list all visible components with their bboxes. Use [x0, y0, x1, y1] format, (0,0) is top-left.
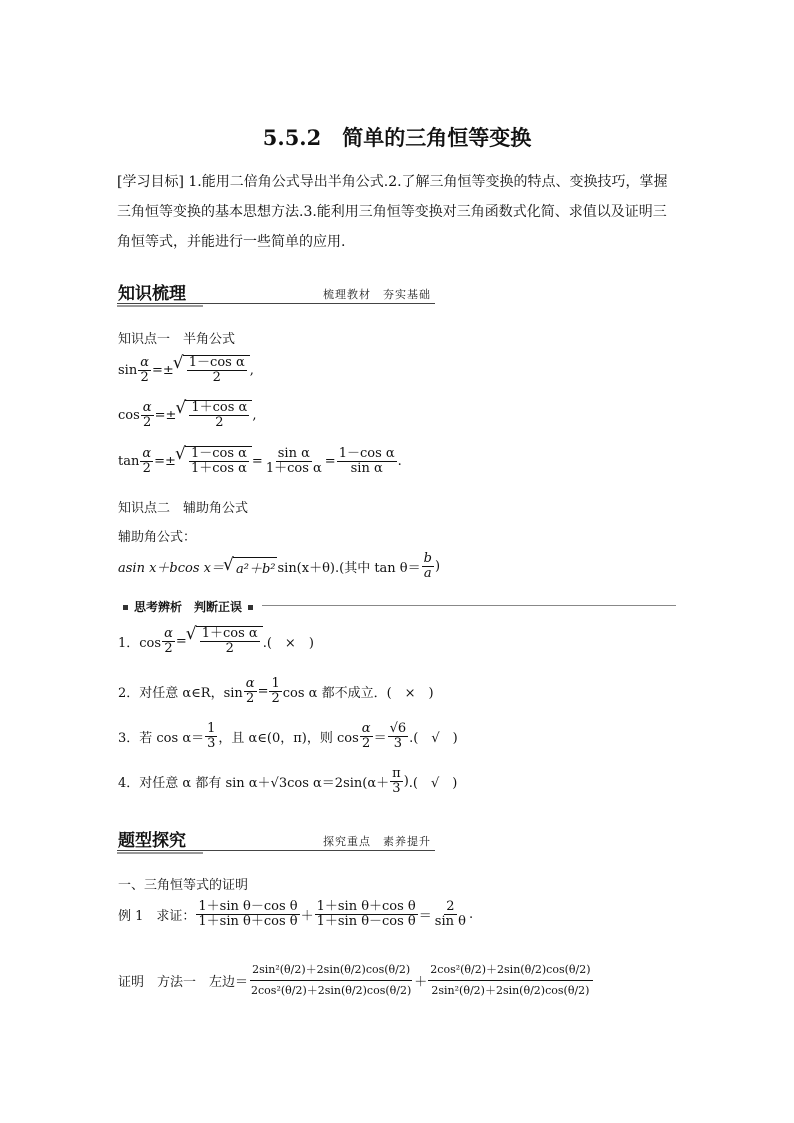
- punct: ,: [249, 362, 254, 378]
- aux-angle-label: 辅助角公式：: [118, 530, 197, 545]
- q-answer: cos α 都不成立．( × ): [282, 686, 434, 702]
- section-rule-accent: [117, 852, 203, 854]
- fraction: 2sin²(θ/2)＋2sin(θ/2)cos(θ/2) 2cos²(θ/2)＋2sin(θ/2)cos(θ/2): [249, 960, 413, 1001]
- q-text: ，且 α∈(0，π)，则 cos: [218, 731, 359, 747]
- q-text: 2．对任意 α∈R，sin: [118, 686, 243, 702]
- question-1: [118, 626, 314, 657]
- q-text: ): [403, 774, 409, 790]
- radical: √ a²＋b²: [233, 557, 278, 577]
- fn-label: sin: [118, 362, 138, 378]
- plus: ＋: [300, 909, 314, 925]
- type-heading-1: 一、三角恒等式的证明: [118, 878, 249, 893]
- think-title: 思考辨析 判断正误: [134, 600, 243, 614]
- punct: ,: [252, 407, 257, 423]
- square-bullet-icon: [248, 605, 253, 610]
- question-3: [118, 722, 458, 752]
- radical: √ $\frac{\text{1－cos α}}{2}$: [183, 355, 250, 386]
- fraction: $\frac{\alpha}{2}$: [142, 399, 152, 430]
- square-bullet-icon: [123, 605, 128, 610]
- formula-tan-half: [118, 446, 402, 477]
- fraction: $\frac{\text{sin α}}{\text{1＋cos α}}$: [265, 445, 322, 476]
- section-title-types: 题型探究: [118, 831, 186, 851]
- radical: √ $\frac{\text{1－cos α}}{\text{1＋cos α}}$: [185, 446, 252, 477]
- fraction: α 2: [361, 721, 371, 752]
- fraction: $\frac{1}{2}$: [271, 676, 280, 707]
- formula-sin-half: [118, 355, 254, 386]
- section-subtitle-knowledge: 梳理教材 夯实基础: [323, 288, 431, 301]
- punct: .: [468, 907, 474, 923]
- equals: ＝: [418, 909, 432, 925]
- radical: √ $\frac{\text{1＋cos α}}{2}$: [185, 400, 252, 431]
- fraction: 1＋sin θ＋cos θ 1＋sin θ－cos θ: [316, 899, 416, 930]
- fraction: 2 sin θ: [434, 899, 466, 930]
- aux-mid: sin(x＋θ).: [277, 561, 340, 577]
- q-answer: .( × ): [262, 635, 314, 651]
- fraction: $\frac{\alpha}{2}$: [245, 676, 255, 707]
- section-rule: [117, 303, 435, 304]
- fn-label: cos: [118, 407, 140, 423]
- section-title-knowledge: 知识梳理: [118, 284, 186, 304]
- objectives-label: [学习目标]: [117, 174, 184, 190]
- aux-lhs: asin x＋bcos x＝: [118, 561, 224, 577]
- aux-paren: (其中 tan θ＝: [339, 561, 421, 577]
- q-text: (α＋: [362, 776, 390, 792]
- think-rule: [262, 605, 676, 606]
- equals: ＝: [373, 731, 387, 747]
- section-rule-accent: [117, 305, 203, 307]
- section-subtitle-types: 探究重点 素养提升: [323, 835, 431, 848]
- fraction: $\frac{\text{1－cos α}}{\text{sin α}}$: [338, 445, 395, 476]
- equals: =±: [154, 453, 176, 469]
- example-label: 例 1 求证：: [118, 909, 196, 925]
- q-answer: .( √ ): [409, 731, 458, 747]
- q-text: 1．cos: [118, 635, 162, 651]
- equals: =±: [154, 407, 177, 423]
- fraction: π 3: [392, 766, 401, 797]
- aux-close: ): [434, 559, 441, 575]
- equals: =±: [151, 362, 174, 378]
- equals: =: [175, 633, 187, 649]
- fraction: b a: [423, 551, 432, 582]
- q-answer: .( √ ): [408, 776, 458, 792]
- fraction: $\frac{\alpha}{2}$: [140, 354, 149, 385]
- objectives-text: 1.能用二倍角公式导出半角公式.2.了解三角恒等变换的特点、变换技巧，掌握三角恒等变换的基本思想方法.3.能利用三角恒等变换对三角函数式化简、求值以及证明三角恒等式，并能进行一些简单的应用.: [117, 174, 668, 250]
- formula-aux-angle: [118, 552, 440, 582]
- equals: =: [251, 453, 263, 469]
- plus: ＋: [414, 975, 428, 991]
- fraction: $\frac{\alpha}{2}$: [164, 625, 173, 656]
- radical: √ $\frac{\text{1＋cos α}}{2}$: [196, 626, 263, 657]
- formula-cos-half: [118, 400, 256, 431]
- fraction: √6 3: [389, 721, 407, 752]
- example-1: [118, 900, 473, 930]
- learning-objectives: [117, 167, 677, 257]
- knowledge-point-2: 知识点二 辅助角公式: [118, 501, 249, 516]
- think-header: [117, 598, 259, 615]
- fn-label: tan: [118, 453, 140, 469]
- proof-label: 证明 方法一 左边＝: [118, 975, 249, 991]
- q-text: 4．对任意 α 都有 sin α＋√3cos α＝2sin: [118, 776, 363, 792]
- punct: .: [397, 453, 402, 469]
- equals: =: [257, 684, 269, 700]
- fraction: 1 3: [207, 721, 216, 752]
- question-2: [118, 677, 434, 707]
- page-title: 5.5.2 简单的三角恒等变换: [262, 125, 532, 150]
- fraction: 2cos²(θ/2)＋2sin(θ/2)cos(θ/2) 2sin²(θ/2)＋2sin(θ/2)cos(θ/2): [428, 960, 592, 1001]
- q-text: 3．若 cos α＝: [118, 731, 205, 747]
- question-4: [118, 767, 457, 797]
- equals: =: [324, 453, 336, 469]
- proof-method-1: [118, 960, 594, 1001]
- section-rule: [117, 850, 435, 851]
- knowledge-point-1: 知识点一 半角公式: [118, 332, 236, 347]
- fraction: 1＋sin θ－cos θ 1＋sin θ＋cos θ: [198, 899, 298, 930]
- fraction: $\frac{\alpha}{2}$: [142, 445, 152, 476]
